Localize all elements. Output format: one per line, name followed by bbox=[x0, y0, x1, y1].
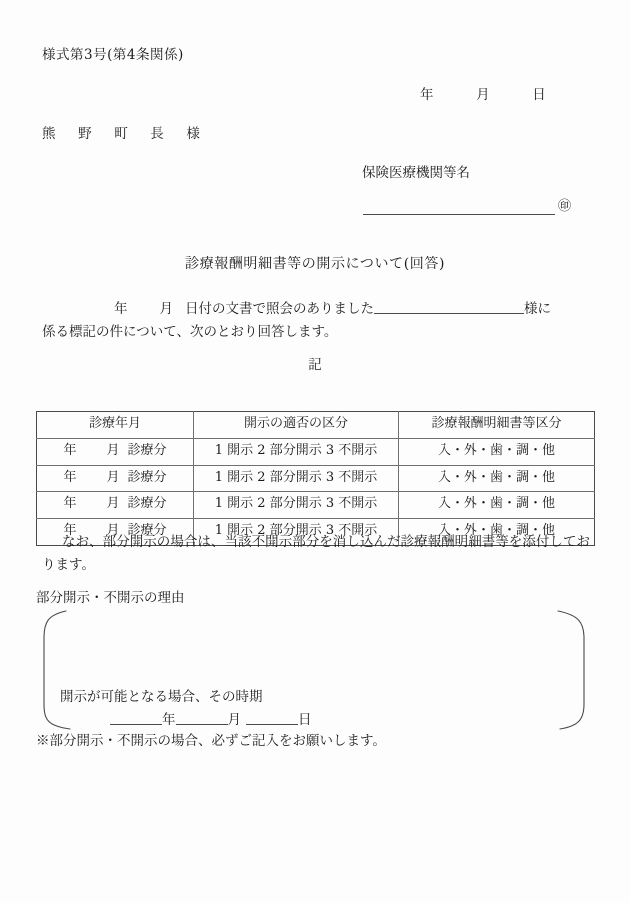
form-number: 様式第3号(第4条関係) bbox=[42, 47, 184, 63]
cell-period-year: 年 bbox=[63, 496, 77, 512]
footer-note: ※部分開示・不開示の場合、必ずご記入をお願いします。 bbox=[36, 733, 386, 749]
reason-availability-prompt: 開示が可能となる場合、その時期 bbox=[60, 689, 263, 705]
cell-disclosure-options[interactable]: 1 開示 2 部分開示 3 不開示 bbox=[194, 519, 399, 546]
signature-row bbox=[363, 197, 581, 215]
addressee-char-1: 熊 bbox=[42, 126, 56, 142]
addressee-line bbox=[42, 124, 200, 146]
table-row bbox=[37, 438, 595, 465]
body-month-label: 月 bbox=[159, 301, 173, 317]
cell-period[interactable] bbox=[37, 438, 194, 465]
table-header-disclosure-type: 開示の適否の区分 bbox=[194, 412, 399, 439]
cell-period-month: 月 bbox=[106, 496, 120, 512]
cell-receipt-category[interactable]: 入・外・歯・調・他 bbox=[399, 465, 595, 492]
attachment-note bbox=[42, 531, 590, 577]
date-year-label: 年 bbox=[420, 87, 434, 103]
table-header-receipt-category: 診療報酬明細書等区分 bbox=[399, 412, 595, 439]
cell-period[interactable] bbox=[37, 492, 194, 519]
cell-period-suffix: 診療分 bbox=[127, 496, 167, 512]
disclosure-table-wrapper bbox=[36, 411, 594, 546]
disclosure-table bbox=[36, 411, 595, 546]
cell-period-suffix: 診療分 bbox=[127, 523, 167, 539]
date-line bbox=[420, 85, 546, 107]
addressee-honorific: 様 bbox=[186, 126, 200, 142]
availability-month-label: 月 bbox=[227, 712, 241, 728]
table-row bbox=[37, 465, 595, 492]
cell-period[interactable] bbox=[37, 465, 194, 492]
reason-section-label: 部分開示・不開示の理由 bbox=[36, 590, 185, 606]
note-text: なお、部分開示の場合は、当該不開示部分を消し込んだ診療報酬明細書等を添付しております。 bbox=[42, 534, 590, 574]
date-month-label: 月 bbox=[476, 87, 490, 103]
cell-period-month: 月 bbox=[106, 469, 120, 485]
reason-availability-date bbox=[110, 710, 312, 732]
applicant-name-blank[interactable] bbox=[374, 298, 524, 314]
body-year-label: 年 bbox=[114, 301, 128, 317]
addressee-char-4: 長 bbox=[150, 126, 164, 142]
cell-receipt-category[interactable]: 入・外・歯・調・他 bbox=[399, 438, 595, 465]
availability-year-label: 年 bbox=[162, 712, 176, 728]
addressee-char-3: 町 bbox=[114, 126, 128, 142]
body-after-date: 日付の文書で照会のありました bbox=[185, 301, 374, 317]
cell-period-month: 月 bbox=[106, 523, 120, 539]
table-header-row bbox=[37, 412, 595, 439]
cell-period-year: 年 bbox=[63, 442, 77, 458]
cell-disclosure-options[interactable]: 1 開示 2 部分開示 3 不開示 bbox=[194, 492, 399, 519]
addressee-char-2: 野 bbox=[78, 126, 92, 142]
availability-year-blank[interactable] bbox=[110, 710, 162, 725]
body-honorific: 様に bbox=[524, 301, 551, 317]
cell-disclosure-options[interactable]: 1 開示 2 部分開示 3 不開示 bbox=[194, 438, 399, 465]
cell-period-month: 月 bbox=[106, 442, 120, 458]
body-paragraph bbox=[42, 298, 590, 344]
availability-month-blank[interactable] bbox=[176, 710, 228, 725]
table-header-period: 診療年月 bbox=[37, 412, 194, 439]
body-continuation: 係る標記の件について、次のとおり回答します。 bbox=[42, 324, 338, 341]
date-day-label: 日 bbox=[532, 87, 546, 103]
cell-period-suffix: 診療分 bbox=[127, 442, 167, 458]
cell-period-year: 年 bbox=[63, 469, 77, 485]
cell-receipt-category[interactable]: 入・外・歯・調・他 bbox=[399, 492, 595, 519]
ki-mark: 記 bbox=[308, 357, 322, 373]
cell-period-year: 年 bbox=[63, 523, 77, 539]
signature-blank-line[interactable] bbox=[363, 197, 555, 215]
cell-period-suffix: 診療分 bbox=[127, 469, 167, 485]
organization-name-label: 保険医療機関等名 bbox=[362, 165, 470, 181]
availability-day-label: 日 bbox=[298, 712, 312, 728]
table-row bbox=[37, 492, 595, 519]
seal-icon: ㊞ bbox=[558, 199, 572, 214]
cell-disclosure-options[interactable]: 1 開示 2 部分開示 3 不開示 bbox=[194, 465, 399, 492]
availability-day-blank[interactable] bbox=[246, 710, 298, 725]
cell-receipt-category[interactable]: 入・外・歯・調・他 bbox=[399, 519, 595, 546]
page-title: 診療報酬明細書等の開示について(回答) bbox=[184, 256, 446, 272]
